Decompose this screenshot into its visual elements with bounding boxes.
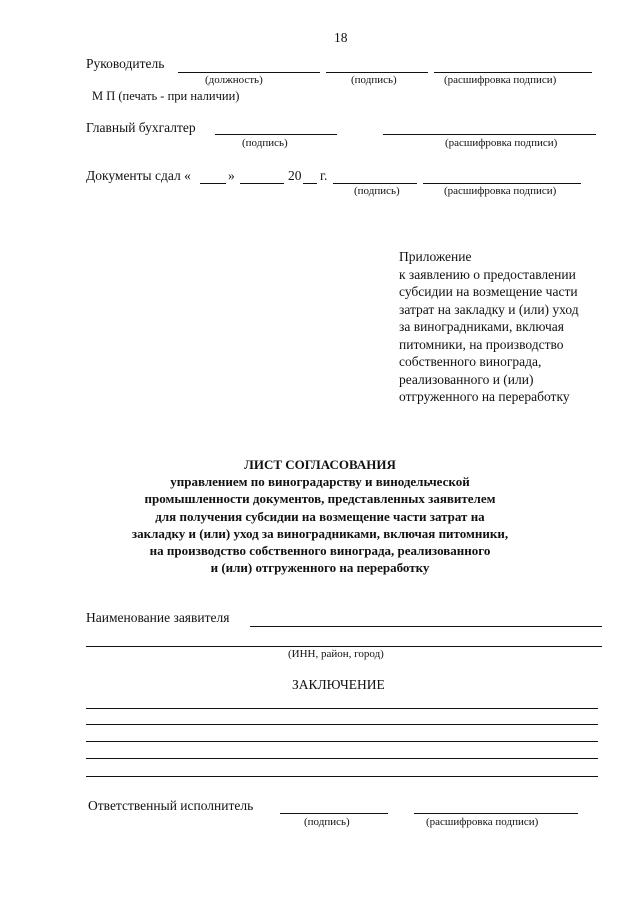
appendix-line: Приложение xyxy=(399,249,472,264)
conclusion-line xyxy=(86,741,598,742)
position-line xyxy=(178,72,320,73)
page-number: 18 xyxy=(334,30,348,45)
appendix-note xyxy=(399,248,619,406)
executor-signature-line xyxy=(280,813,388,814)
appendix-line: субсидии на возмещение части xyxy=(399,284,578,299)
appendix-line: затрат на закладку и (или) уход xyxy=(399,301,579,317)
approval-sheet-title xyxy=(0,456,640,576)
docs-day-line xyxy=(200,183,226,184)
title-line: и (или) отгруженного на переработку xyxy=(210,560,430,576)
signature-line xyxy=(326,72,428,73)
conclusion-heading: ЗАКЛЮЧЕНИЕ xyxy=(292,677,385,692)
applicant-name-line xyxy=(250,626,602,627)
applicant-details-line xyxy=(86,646,602,647)
conclusion-line xyxy=(86,758,598,759)
docs-year-prefix: 20 xyxy=(288,168,302,183)
title-line: закладку и (или) уход за виноградниками, включая питомники, xyxy=(131,525,509,541)
accountant-label: Главный бухгалтер xyxy=(86,120,196,135)
appendix-line: собственного винограда, xyxy=(399,354,542,369)
appendix-line: за виноградниками, включая xyxy=(399,319,564,334)
docs-prefix: Документы сдал « xyxy=(86,168,191,183)
docs-decoding-caption: (расшифровка подписи) xyxy=(444,185,557,197)
executor-signature-caption: (подпись) xyxy=(304,816,350,828)
title-line: управлением по виноградарству и винодельческой xyxy=(170,474,470,490)
stamp-note: М П (печать - при наличии) xyxy=(92,89,240,103)
accountant-signature-line xyxy=(215,134,337,135)
appendix-line: отгруженного на переработку xyxy=(399,389,570,404)
title-line: промышленности документов, представленных заявителем xyxy=(144,491,496,507)
docs-month-line xyxy=(240,183,284,184)
applicant-caption: (ИНН, район, город) xyxy=(288,648,384,660)
docs-decoding-line xyxy=(423,183,581,184)
conclusion-line xyxy=(86,776,598,777)
docs-year-line xyxy=(303,183,317,184)
position-caption: (должность) xyxy=(205,74,263,86)
executor-decoding-line xyxy=(414,813,578,814)
decoding-line xyxy=(434,72,592,73)
decoding-caption: (расшифровка подписи) xyxy=(444,74,557,86)
accountant-signature-caption: (подпись) xyxy=(242,137,288,149)
conclusion-line xyxy=(86,724,598,725)
applicant-label: Наименование заявителя xyxy=(86,610,230,625)
title-line: для получения субсидии на возмещение части затрат на xyxy=(155,508,485,524)
appendix-line: питомники, на производство xyxy=(399,336,564,352)
conclusion-line xyxy=(86,708,598,709)
appendix-line: реализованного и (или) xyxy=(399,371,534,387)
executor-decoding-caption: (расшифровка подписи) xyxy=(426,816,539,828)
head-label: Руководитель xyxy=(86,56,165,71)
accountant-decoding-caption: (расшифровка подписи) xyxy=(445,137,558,149)
docs-signature-caption: (подпись) xyxy=(354,185,400,197)
docs-year-suffix: г. xyxy=(320,168,328,183)
signature-caption: (подпись) xyxy=(351,74,397,86)
appendix-line: к заявлению о предоставлении xyxy=(399,266,576,282)
title-line: на производство собственного винограда, реализованного xyxy=(149,543,491,559)
approval-sheet-heading: ЛИСТ СОГЛАСОВАНИЯ xyxy=(244,457,396,472)
docs-quote-close: » xyxy=(228,168,235,183)
docs-signature-line xyxy=(333,183,417,184)
executor-label: Ответственный исполнитель xyxy=(88,798,254,813)
accountant-decoding-line xyxy=(383,134,596,135)
